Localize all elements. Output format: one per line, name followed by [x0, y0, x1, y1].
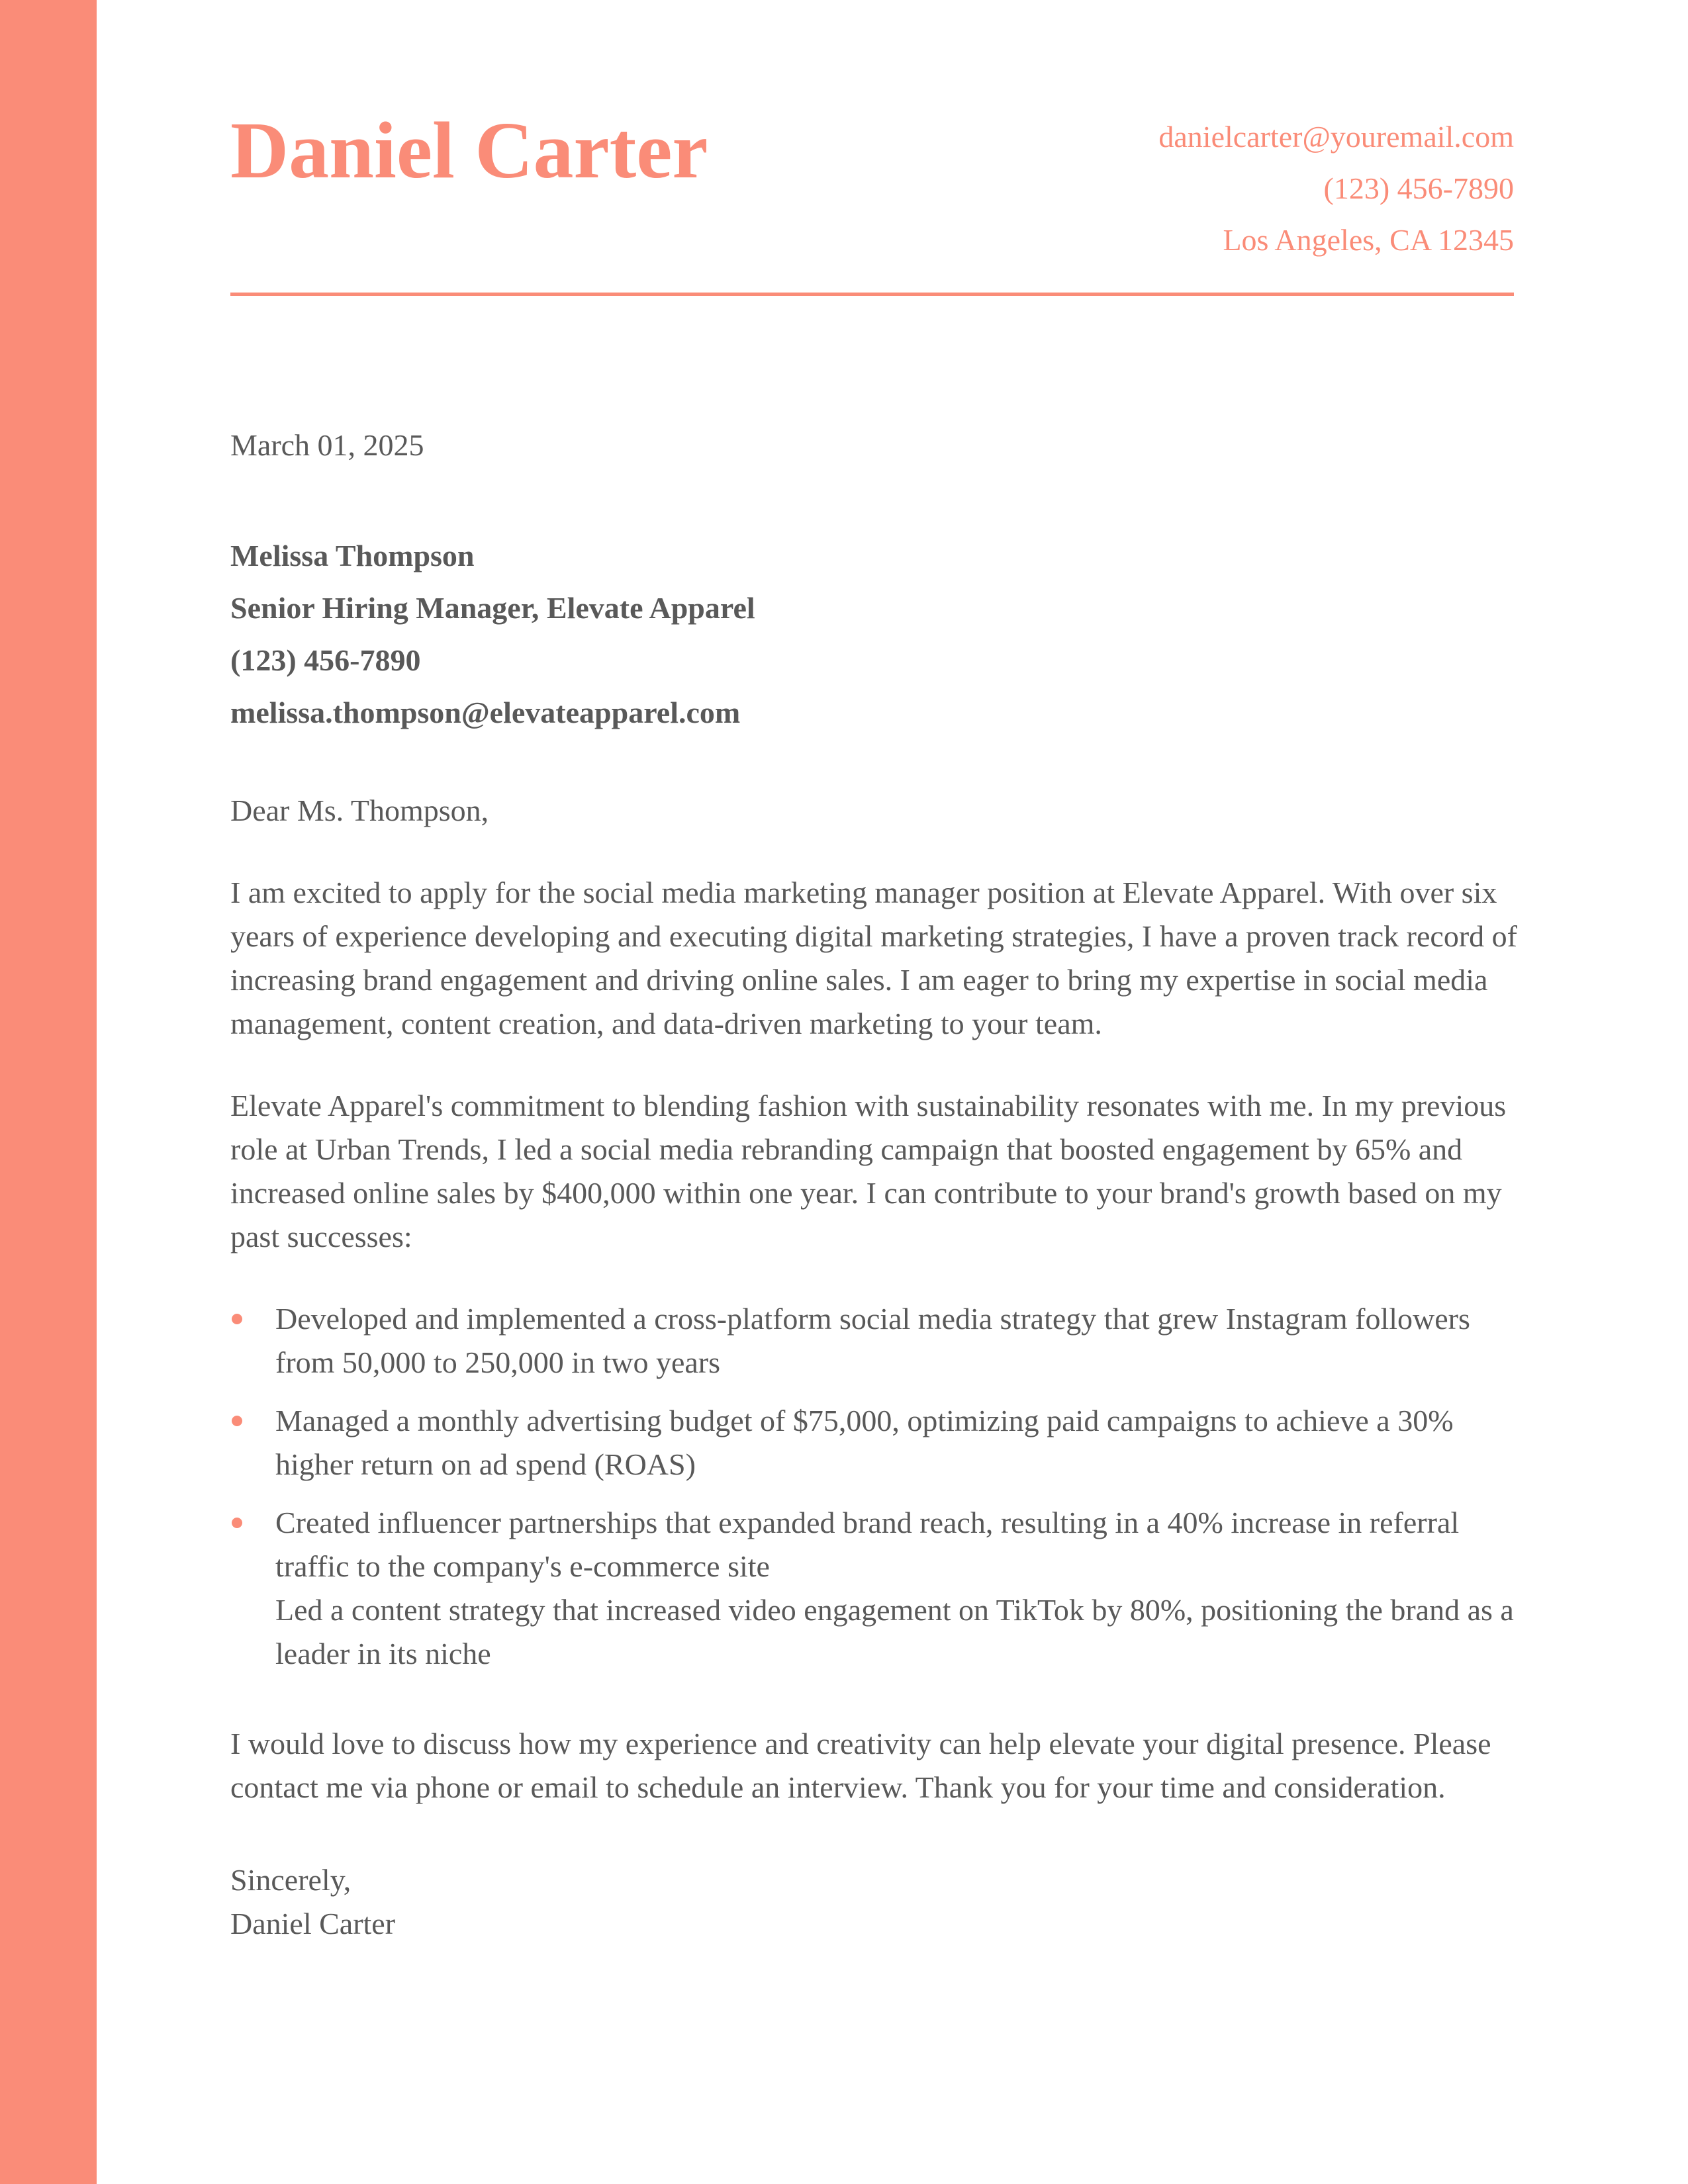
- paragraph-fit: Elevate Apparel's commitment to blending fashion with sustainability resonates with me. In my previous role at Urban Trends, I led a social media rebranding campaign that boosted engagement by 65% and increased online sales by $400,000 within one year. I can contribute to your brand's growth based on my past successes:: [230, 1089, 1507, 1253]
- bullet-dot-icon: [232, 1314, 242, 1324]
- recipient-name: Melissa Thompson: [230, 539, 475, 572]
- letter-date: March 01, 2025: [230, 428, 424, 462]
- sender-location: Los Angeles, CA 12345: [1223, 223, 1514, 257]
- recipient-email[interactable]: melissa.thompson@elevateapparel.com: [230, 696, 741, 729]
- bullet-dot-icon: [232, 1416, 242, 1426]
- list-item-text: Created influencer partnerships that expanded brand reach, resulting in a 40% increase in referral traffic to the company's e-commerce site: [275, 1506, 1460, 1583]
- list-item-continuation: Led a content strategy that increased video engagement on TikTok by 80%, positioning the brand as a leader in its niche: [275, 1593, 1514, 1670]
- sender-name: Daniel Carter: [230, 106, 708, 195]
- recipient-title: Senior Hiring Manager, Elevate Apparel: [230, 591, 755, 625]
- signoff-text: Sincerely,: [230, 1863, 352, 1897]
- sender-phone[interactable]: (123) 456-7890: [1323, 171, 1514, 205]
- list-item: [230, 1501, 1521, 1676]
- achievements-list: [230, 1297, 1521, 1676]
- list-item: [230, 1399, 1521, 1486]
- list-item: [230, 1297, 1521, 1385]
- paragraph-closing: I would love to discuss how my experience and creativity can help elevate your digital presence. Please contact me via phone or email to schedule an interview. Thank you for your time and consideration.: [230, 1727, 1491, 1804]
- greeting: Dear Ms. Thompson,: [230, 794, 489, 827]
- recipient-phone[interactable]: (123) 456-7890: [230, 643, 421, 677]
- recipient-block: [230, 529, 1521, 739]
- bullet-dot-icon: [232, 1518, 242, 1528]
- letter-body: [230, 424, 1521, 1946]
- list-item-text: Developed and implemented a cross-platform social media strategy that grew Instagram followers from 50,000 to 250,000 in two years: [275, 1302, 1470, 1379]
- signature-name: Daniel Carter: [230, 1907, 396, 1940]
- header-divider: [230, 293, 1514, 296]
- list-item-text: Managed a monthly advertising budget of $75,000, optimizing paid campaigns to achieve a 30% higher return on ad spend (ROAS): [275, 1404, 1454, 1481]
- sender-email[interactable]: danielcarter@youremail.com: [1158, 120, 1514, 154]
- signoff-block: [230, 1858, 1521, 1946]
- accent-side-bar: [0, 0, 97, 2184]
- sender-contact-block: [786, 111, 1514, 266]
- paragraph-intro: I am excited to apply for the social media marketing manager position at Elevate Apparel. With over six years of experience developing and executing digital marketing strategies, I have a proven track record of increasing brand engagement and driving online sales. I am eager to bring my expertise in social media management, content creation, and data-driven marketing to your team.: [230, 876, 1517, 1040]
